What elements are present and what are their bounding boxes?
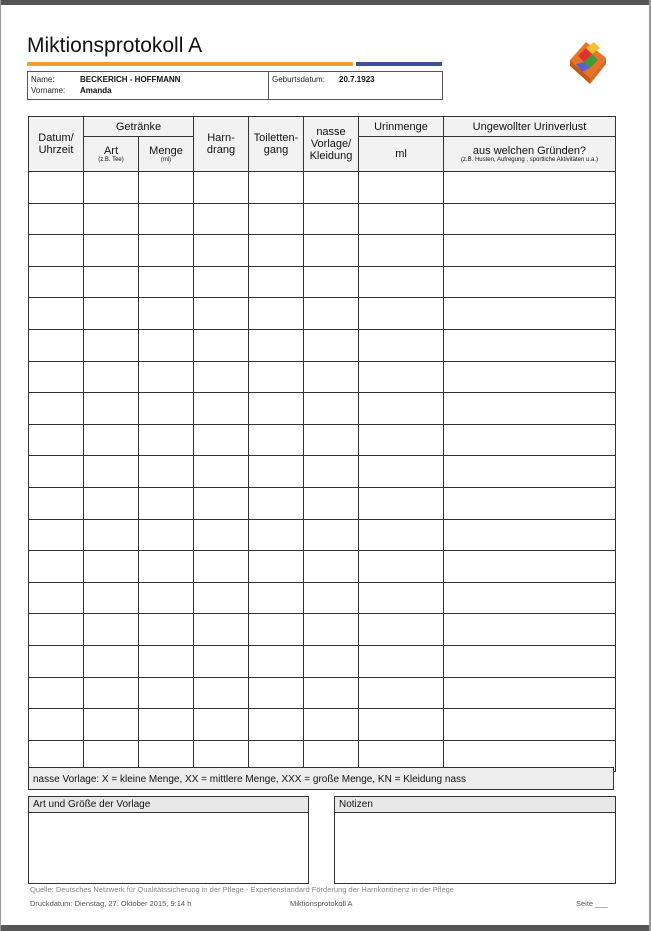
table-cell[interactable] <box>29 298 84 330</box>
vorlage-box-title: Art und Größe der Vorlage <box>29 797 308 813</box>
table-cell[interactable] <box>84 582 139 614</box>
table-cell[interactable] <box>139 519 194 551</box>
notizen-box-title: Notizen <box>335 797 615 813</box>
table-cell[interactable] <box>444 266 616 298</box>
table-cell[interactable] <box>304 456 359 488</box>
table-cell[interactable] <box>29 361 84 393</box>
table-row <box>29 329 616 361</box>
table-cell[interactable] <box>84 677 139 709</box>
table-cell[interactable] <box>444 393 616 425</box>
table-cell[interactable] <box>249 456 304 488</box>
birthdate-label: Geburtsdatum: <box>272 75 325 84</box>
table-cell[interactable] <box>29 456 84 488</box>
table-cell[interactable] <box>359 645 444 677</box>
table-cell[interactable] <box>304 298 359 330</box>
table-row <box>29 677 616 709</box>
table-row <box>29 203 616 235</box>
table-cell[interactable] <box>359 614 444 646</box>
table-cell[interactable] <box>29 266 84 298</box>
table-cell[interactable] <box>139 709 194 741</box>
table-cell[interactable] <box>249 361 304 393</box>
table-cell[interactable] <box>249 677 304 709</box>
table-cell[interactable] <box>84 551 139 583</box>
table-cell[interactable] <box>304 582 359 614</box>
table-cell[interactable] <box>84 709 139 741</box>
table-cell[interactable] <box>249 614 304 646</box>
table-cell[interactable] <box>249 235 304 267</box>
table-row <box>29 487 616 519</box>
table-cell[interactable] <box>84 298 139 330</box>
table-cell[interactable] <box>359 582 444 614</box>
table-cell[interactable] <box>29 487 84 519</box>
table-cell[interactable] <box>304 551 359 583</box>
footer-source: Quelle: Deutsches Netzwerk für Qualitätssicherung in der Pflege - Expertenstandard Förderung der Harnkontinenz in der Pflege <box>30 885 454 894</box>
patient-info-box <box>27 71 443 100</box>
table-cell[interactable] <box>194 614 249 646</box>
document-title: Miktionsprotokoll A <box>27 34 203 57</box>
table-cell[interactable] <box>444 487 616 519</box>
table-cell[interactable] <box>444 582 616 614</box>
table-cell[interactable] <box>139 645 194 677</box>
protocol-body <box>29 172 616 772</box>
table-cell[interactable] <box>359 393 444 425</box>
table-cell[interactable] <box>304 235 359 267</box>
table-cell[interactable] <box>194 645 249 677</box>
table-cell[interactable] <box>194 582 249 614</box>
table-cell[interactable] <box>194 519 249 551</box>
table-cell[interactable] <box>249 582 304 614</box>
table-cell[interactable] <box>304 393 359 425</box>
table-cell[interactable] <box>444 235 616 267</box>
table-cell[interactable] <box>304 329 359 361</box>
table-cell[interactable] <box>249 487 304 519</box>
table-cell[interactable] <box>249 203 304 235</box>
table-cell[interactable] <box>444 456 616 488</box>
table-cell[interactable] <box>359 551 444 583</box>
table-row <box>29 172 616 204</box>
table-cell[interactable] <box>29 329 84 361</box>
table-cell[interactable] <box>444 424 616 456</box>
notizen-box <box>334 796 616 884</box>
table-cell[interactable] <box>359 519 444 551</box>
table-row <box>29 614 616 646</box>
table-cell[interactable] <box>84 266 139 298</box>
table-cell[interactable] <box>444 645 616 677</box>
table-cell[interactable] <box>29 235 84 267</box>
table-cell[interactable] <box>359 361 444 393</box>
table-cell[interactable] <box>194 709 249 741</box>
table-cell[interactable] <box>249 329 304 361</box>
table-cell[interactable] <box>84 329 139 361</box>
protocol-table <box>28 116 616 772</box>
header-art: Art (z.B. Tee) <box>84 137 139 172</box>
table-cell[interactable] <box>444 709 616 741</box>
table-cell[interactable] <box>444 361 616 393</box>
cube-logo-icon <box>562 38 610 86</box>
table-cell[interactable] <box>84 456 139 488</box>
table-cell[interactable] <box>304 487 359 519</box>
table-cell[interactable] <box>194 329 249 361</box>
header-urinmenge: Urinmenge <box>359 117 444 137</box>
table-cell[interactable] <box>139 235 194 267</box>
vorname-label: Vorname: <box>31 86 66 95</box>
table-cell[interactable] <box>194 203 249 235</box>
table-cell[interactable] <box>29 393 84 425</box>
table-cell[interactable] <box>139 487 194 519</box>
table-cell[interactable] <box>194 172 249 204</box>
table-row <box>29 298 616 330</box>
header-nasse-vorlage: nasse Vorlage/ Kleidung <box>304 117 359 172</box>
table-cell[interactable] <box>359 487 444 519</box>
table-cell[interactable] <box>139 329 194 361</box>
table-cell[interactable] <box>29 203 84 235</box>
table-cell[interactable] <box>304 709 359 741</box>
table-cell[interactable] <box>139 266 194 298</box>
table-cell[interactable] <box>444 298 616 330</box>
table-cell[interactable] <box>444 551 616 583</box>
table-cell[interactable] <box>139 172 194 204</box>
table-cell[interactable] <box>139 393 194 425</box>
table-cell[interactable] <box>359 424 444 456</box>
table-cell[interactable] <box>444 203 616 235</box>
header-toilettengang: Toiletten- gang <box>249 117 304 172</box>
table-cell[interactable] <box>304 614 359 646</box>
table-cell[interactable] <box>84 393 139 425</box>
table-cell[interactable] <box>249 298 304 330</box>
legend-bar: nasse Vorlage: X = kleine Menge, XX = mittlere Menge, XXX = große Menge, KN = Kleidung nass <box>28 767 614 790</box>
table-cell[interactable] <box>359 298 444 330</box>
table-row <box>29 235 616 267</box>
header-urinverlust-sub: aus welchen Gründen? (z.B. Husten, Aufregung , sportliche Aktivitäten u.a.) <box>444 137 616 172</box>
table-cell[interactable] <box>304 645 359 677</box>
table-cell[interactable] <box>249 266 304 298</box>
header-menge: Menge (ml) <box>139 137 194 172</box>
table-cell[interactable] <box>84 361 139 393</box>
table-cell[interactable] <box>359 677 444 709</box>
table-cell[interactable] <box>249 393 304 425</box>
table-cell[interactable] <box>359 709 444 741</box>
name-label: Name: <box>31 75 55 84</box>
table-cell[interactable] <box>359 329 444 361</box>
table-cell[interactable] <box>139 456 194 488</box>
table-cell[interactable] <box>304 172 359 204</box>
footer-print-date: Druckdatum: Dienstag, 27. Oktober 2015, 9:14 h <box>30 899 192 908</box>
title-underline-orange <box>27 62 353 66</box>
table-cell[interactable] <box>249 172 304 204</box>
table-cell[interactable] <box>304 424 359 456</box>
table-cell[interactable] <box>194 551 249 583</box>
table-cell[interactable] <box>139 298 194 330</box>
protocol-table-wrapper <box>28 116 614 772</box>
table-cell[interactable] <box>139 361 194 393</box>
table-cell[interactable] <box>444 519 616 551</box>
table-row <box>29 266 616 298</box>
table-cell[interactable] <box>84 645 139 677</box>
footer-doc-name: Miktionsprotokoll A <box>290 899 353 908</box>
table-cell[interactable] <box>84 172 139 204</box>
table-cell[interactable] <box>29 172 84 204</box>
table-cell[interactable] <box>84 424 139 456</box>
table-row <box>29 361 616 393</box>
page-frame-top <box>0 0 651 5</box>
table-cell[interactable] <box>249 645 304 677</box>
page-frame-bottom <box>0 925 651 931</box>
table-cell[interactable] <box>139 582 194 614</box>
table-row <box>29 519 616 551</box>
table-cell[interactable] <box>249 424 304 456</box>
page-frame-left <box>0 0 1 931</box>
table-cell[interactable] <box>304 203 359 235</box>
table-cell[interactable] <box>444 614 616 646</box>
table-cell[interactable] <box>359 456 444 488</box>
table-cell[interactable] <box>194 677 249 709</box>
table-cell[interactable] <box>139 203 194 235</box>
header-urinverlust: Ungewollter Urinverlust <box>444 117 616 137</box>
table-cell[interactable] <box>84 235 139 267</box>
table-row <box>29 582 616 614</box>
table-cell[interactable] <box>444 677 616 709</box>
table-cell[interactable] <box>304 266 359 298</box>
header-urinmenge-unit: ml <box>359 137 444 172</box>
table-cell[interactable] <box>194 235 249 267</box>
name-value: BECKERICH - HOFFMANN <box>80 75 181 84</box>
table-cell[interactable] <box>194 393 249 425</box>
table-cell[interactable] <box>359 172 444 204</box>
title-underline-blue <box>356 62 442 66</box>
table-cell[interactable] <box>29 709 84 741</box>
table-cell[interactable] <box>194 424 249 456</box>
table-cell[interactable] <box>29 614 84 646</box>
vorlage-box <box>28 796 309 884</box>
table-cell[interactable] <box>194 487 249 519</box>
table-row <box>29 709 616 741</box>
header-harndrang: Harn- drang <box>194 117 249 172</box>
table-cell[interactable] <box>444 172 616 204</box>
table-cell[interactable] <box>29 424 84 456</box>
vorname-value: Amanda <box>80 86 112 95</box>
table-cell[interactable] <box>359 235 444 267</box>
table-cell[interactable] <box>194 361 249 393</box>
table-cell[interactable] <box>304 519 359 551</box>
table-cell[interactable] <box>444 329 616 361</box>
table-cell[interactable] <box>249 551 304 583</box>
table-cell[interactable] <box>139 677 194 709</box>
table-cell[interactable] <box>29 582 84 614</box>
table-row <box>29 393 616 425</box>
table-cell[interactable] <box>194 456 249 488</box>
table-cell[interactable] <box>139 424 194 456</box>
table-row <box>29 456 616 488</box>
table-cell[interactable] <box>304 361 359 393</box>
table-row <box>29 551 616 583</box>
table-cell[interactable] <box>84 519 139 551</box>
table-cell[interactable] <box>139 614 194 646</box>
table-row <box>29 424 616 456</box>
table-cell[interactable] <box>84 487 139 519</box>
table-cell[interactable] <box>29 551 84 583</box>
table-cell[interactable] <box>304 677 359 709</box>
table-row <box>29 645 616 677</box>
table-cell[interactable] <box>359 203 444 235</box>
footer-page: Seite ___ <box>576 899 608 908</box>
table-cell[interactable] <box>29 645 84 677</box>
table-cell[interactable] <box>249 519 304 551</box>
table-cell[interactable] <box>359 266 444 298</box>
table-cell[interactable] <box>84 203 139 235</box>
table-cell[interactable] <box>139 551 194 583</box>
table-cell[interactable] <box>29 519 84 551</box>
header-datum: Datum/ Uhrzeit <box>29 117 84 172</box>
table-cell[interactable] <box>194 266 249 298</box>
header-getraenke: Getränke <box>84 117 194 137</box>
birthdate-value: 20.7.1923 <box>339 75 375 84</box>
table-cell[interactable] <box>194 298 249 330</box>
table-cell[interactable] <box>84 614 139 646</box>
info-divider <box>268 72 269 99</box>
table-cell[interactable] <box>249 709 304 741</box>
table-cell[interactable] <box>29 677 84 709</box>
